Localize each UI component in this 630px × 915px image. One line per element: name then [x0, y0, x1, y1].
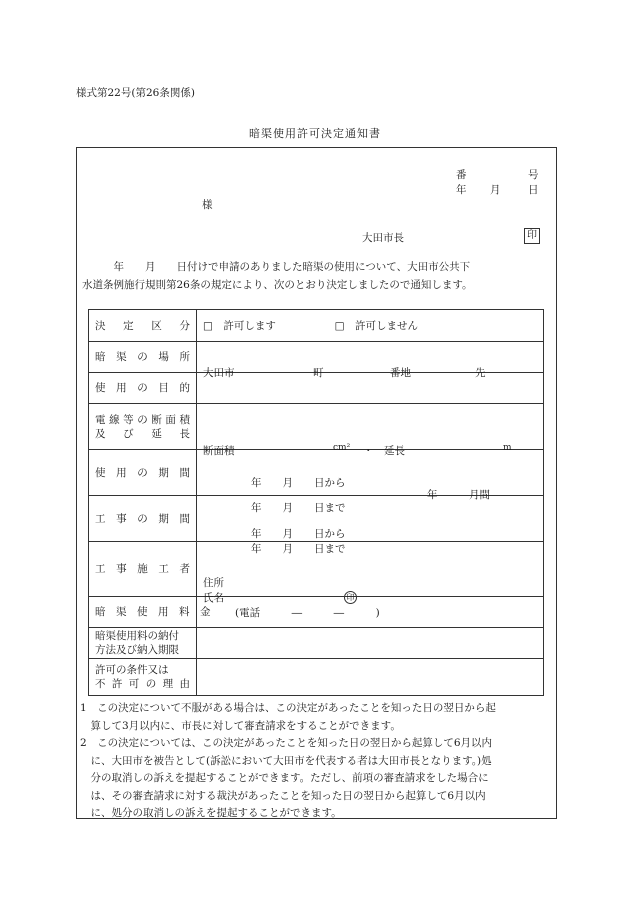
- decision-label: 決 定 区 分: [89, 310, 197, 342]
- addressee-sama: 様: [202, 199, 213, 211]
- contractor-value: [197, 542, 544, 619]
- cable-value: [197, 404, 544, 457]
- use-period-span: 年 月間: [427, 488, 490, 501]
- note-2-line-2: に、大田市を被告として(訴訟において大田市を代表する者は大田市長となります。)処: [80, 754, 492, 767]
- work-period-from: 年 月 日から: [251, 527, 346, 540]
- cable-length-label: 延長: [384, 444, 405, 457]
- place-saki: 先: [475, 367, 486, 379]
- use-period-to: 年 月 日まで: [251, 501, 346, 514]
- cable-dot: ・: [363, 444, 374, 457]
- condition-label-line1: 許可の条件又は: [95, 664, 169, 676]
- seal-mark: 印: [524, 228, 540, 244]
- work-period-label: 工 事 の 期 間: [89, 496, 197, 542]
- use-period-from: 年 月 日から: [251, 476, 346, 489]
- place-label: 暗 渠 の 場 所: [89, 342, 197, 373]
- cable-length-unit: m: [503, 442, 512, 453]
- intro-line-2: 水道条例施行規則第26条の規定により、次のとおり決定しましたので通知します。: [82, 279, 473, 291]
- number-go-label: 号: [528, 169, 539, 181]
- row-use-period: [89, 450, 544, 496]
- contractor-phone: (電話 ― ― ): [235, 607, 380, 619]
- row-payment: [89, 628, 544, 659]
- note-1-line-1: 1 この決定について不服がある場合は、この決定があったことを知った日の翌日から起: [80, 702, 496, 714]
- note-2-line-5: に、処分の取消しの訴えを提起することができます。: [80, 807, 342, 819]
- payment-label: [89, 628, 197, 659]
- date-year-label: 年: [456, 184, 467, 196]
- document-title: 暗渠使用許可決定通知書: [249, 127, 381, 140]
- work-period-value: [197, 496, 544, 555]
- note-2-line-3: 分の取消しの訴えを提起することができます。ただし、前項の審査請求をした場合に: [80, 772, 489, 784]
- row-cable: [89, 404, 544, 450]
- payment-label-line2: 方法及び納入期限: [95, 644, 179, 656]
- form-number-label: 様式第22号(第26条関係): [76, 87, 195, 99]
- number-ban-label: 番: [456, 169, 467, 181]
- note-2-line-4: は、その審査請求に対する裁決があったことを知った日の翌日から起算して6月以内: [80, 789, 486, 802]
- cable-area-unit: cm²: [333, 442, 351, 453]
- contractor-name-label: 氏名: [203, 592, 224, 604]
- condition-label-line2: 不許可の理由: [95, 678, 190, 690]
- condition-label: [89, 659, 197, 696]
- work-period-to: 年 月 日まで: [251, 542, 346, 555]
- contractor-label: 工 事 施 工 者: [89, 542, 197, 597]
- payment-label-line1: 暗渠使用料の納付: [95, 630, 179, 642]
- contractor-address-label: 住所: [203, 577, 224, 589]
- payment-value[interactable]: [197, 628, 544, 659]
- row-decision: [89, 310, 544, 342]
- place-town: 町: [313, 367, 324, 379]
- notes-block: [80, 700, 552, 823]
- date-day-label: 日: [528, 184, 539, 196]
- intro-paragraph: [82, 258, 552, 294]
- contractor-seal-mark: 印: [344, 591, 357, 604]
- issuer-mayor: 大田市長: [362, 232, 404, 244]
- row-condition: [89, 659, 544, 696]
- option-permit[interactable]: □ 許可します: [203, 320, 276, 332]
- place-value: [197, 342, 544, 379]
- fee-label: 暗 渠 使 用 料 金: [89, 597, 197, 628]
- cable-label: [89, 404, 197, 450]
- purpose-value[interactable]: [197, 373, 544, 404]
- place-banchi: 番地: [390, 367, 411, 379]
- decision-table: [88, 309, 544, 696]
- decision-options: [197, 310, 544, 342]
- cable-label-line1: 電線等の断面積: [95, 413, 190, 426]
- note-1-line-2: 算して3月以内に、市長に対して審査請求をすることができます。: [80, 719, 401, 732]
- note-2-line-1: 2 この決定については、この決定があったことを知った日の翌日から起算して6月以内: [80, 737, 493, 749]
- cable-label-line2: 及 び 延 長: [95, 427, 190, 440]
- row-place: [89, 342, 544, 373]
- purpose-label: 使 用 の 目 的: [89, 373, 197, 404]
- use-period-label: 使 用 の 期 間: [89, 450, 197, 496]
- place-city: 大田市: [203, 367, 235, 379]
- condition-value[interactable]: [197, 659, 544, 696]
- intro-line-1: 年 月 日付けで申請のありました暗渠の使用について、大田市公共下: [82, 261, 471, 273]
- option-deny[interactable]: □ 許可しません: [334, 320, 419, 332]
- date-month-label: 月: [490, 184, 501, 196]
- cable-area-label: 断面積: [203, 444, 235, 457]
